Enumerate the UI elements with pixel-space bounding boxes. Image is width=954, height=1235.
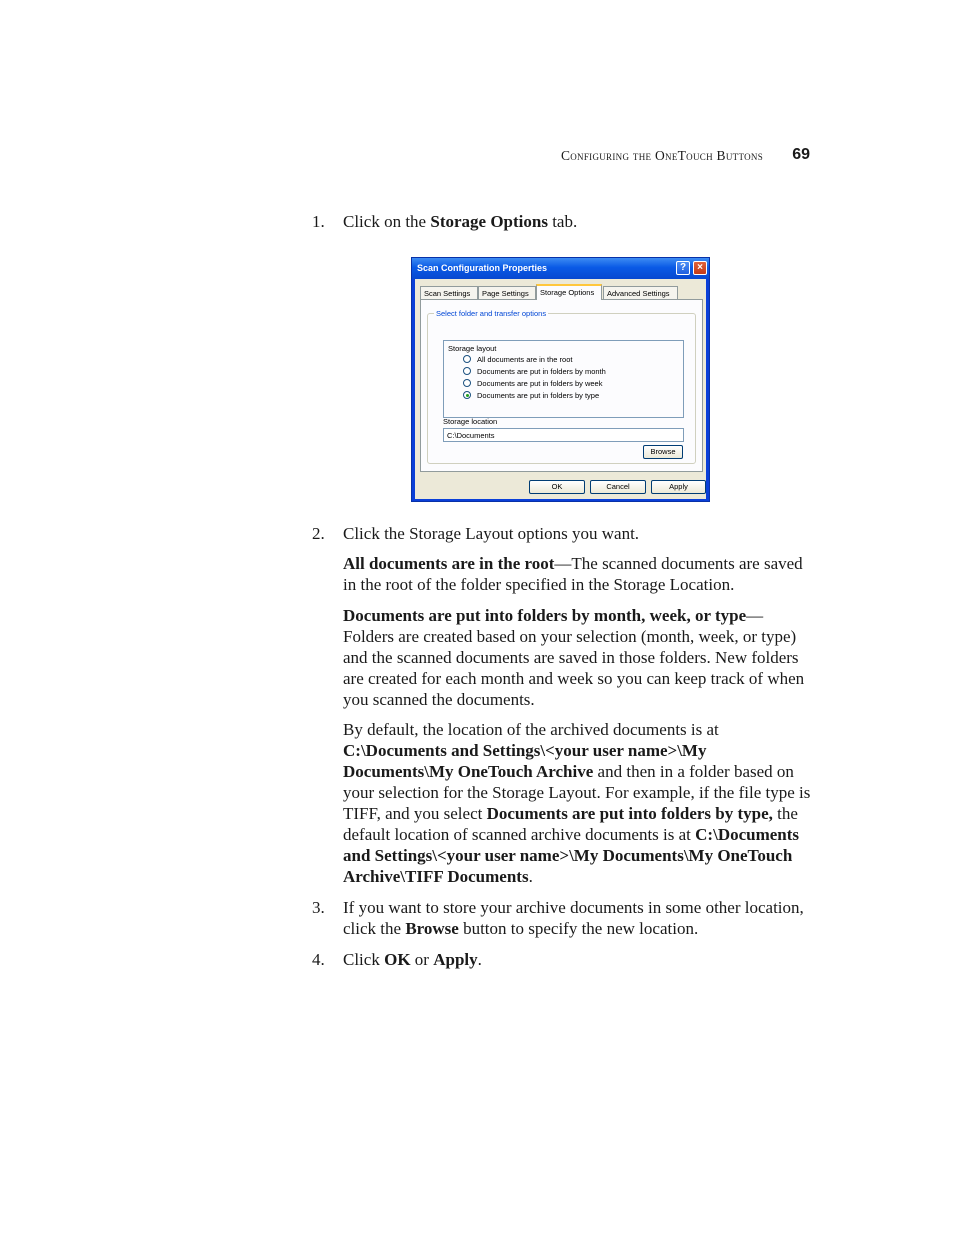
paragraph-text: the (772, 804, 798, 823)
step-line (343, 918, 813, 939)
storage-layout-box (443, 340, 684, 418)
radio-button-icon (463, 379, 471, 387)
step-line: If you want to store your archive documents in some other location, (343, 898, 804, 917)
paragraph-folders-option (343, 605, 811, 710)
radio-label: All documents are in the root (477, 355, 573, 364)
close-icon: × (697, 262, 703, 273)
paragraph-line (343, 866, 811, 887)
paragraph-line (343, 605, 811, 626)
group-label: Select folder and transfer options (436, 309, 547, 318)
step-text-post: tab. (547, 212, 578, 231)
step-text-post: button to specify the new location. (458, 919, 699, 938)
paragraph-line (343, 553, 811, 574)
paragraph-line (343, 761, 811, 782)
paragraph-line (343, 824, 811, 845)
step-text-pre: Click (343, 950, 385, 969)
tab-advanced-settings[interactable]: Advanced Settings (603, 286, 678, 299)
step-text-pre: Click on the (343, 212, 431, 231)
path-text: Archive\TIFF Documents (343, 867, 529, 886)
step-text (343, 211, 813, 232)
ok-button[interactable]: OK (529, 480, 585, 494)
step-1 (312, 211, 812, 232)
help-icon: ? (679, 262, 687, 273)
paragraph-line: your selection for the Storage Layout. For example, if the file type is (343, 783, 811, 802)
step-text: Click the Storage Layout options you want. (343, 524, 640, 543)
step-text-bold: Browse (405, 919, 459, 938)
option-name: All documents are in the root (343, 554, 555, 573)
step-text-bold: OK (384, 950, 411, 969)
radio-button-icon (463, 355, 471, 363)
step-text-bold: Storage Options (430, 212, 548, 231)
radio-label: Documents are put in folders by month (477, 367, 606, 376)
apply-button[interactable]: Apply (651, 480, 706, 494)
paragraph-default-location (343, 719, 811, 887)
step-text (343, 897, 813, 939)
help-button[interactable] (676, 261, 690, 275)
paragraph-text: . (528, 867, 533, 886)
paragraph-line: By default, the location of the archived documents is at (343, 720, 719, 739)
path-text: Documents\My OneTouch Archive (343, 762, 594, 781)
paragraph-line: you scanned the documents. (343, 690, 535, 709)
step-number: 1. (312, 212, 325, 231)
step-text-post: . (477, 950, 482, 969)
tab-scan-settings[interactable]: Scan Settings (420, 286, 478, 299)
radio-label: Documents are put in folders by type (477, 391, 600, 400)
step-text-mid: or (410, 950, 434, 969)
step-number: 2. (312, 524, 325, 543)
dialog-title: Scan Configuration Properties (417, 263, 548, 273)
step-text (343, 949, 813, 970)
dialog-title-bar[interactable] (412, 258, 709, 279)
paragraph-text: TIFF, and you select (343, 804, 487, 823)
dialog-body (415, 279, 706, 499)
paragraph-text: —The scanned documents are saved (554, 554, 803, 573)
running-head: Configuring the OneTouch Buttons (560, 148, 763, 163)
close-button[interactable] (693, 261, 707, 275)
step-3 (312, 897, 812, 939)
tab-storage-options[interactable]: Storage Options (536, 284, 602, 300)
step-4 (312, 949, 812, 970)
step-2 (312, 523, 812, 544)
step-text-pre: click the (343, 919, 406, 938)
page-number: 69 (792, 146, 810, 163)
paragraph-line: are created for each month and week so you can keep track of when (343, 669, 805, 688)
step-number: 3. (312, 898, 325, 917)
radio-button-checked-icon (463, 391, 471, 399)
paragraph-text: and then in a folder based on (593, 762, 794, 781)
radio-label: Documents are put in folders by week (477, 379, 603, 388)
paragraph-line: and the scanned documents are saved in those folders. New folders (343, 648, 799, 667)
option-name: Documents are put into folders by type, (486, 804, 773, 823)
transfer-options-group (427, 309, 696, 464)
browse-button[interactable]: Browse (643, 445, 683, 459)
path-text: C:\Documents and Settings\<your user name>\My (343, 741, 707, 760)
option-name: Documents are put into folders by month, week, or type (343, 606, 747, 625)
em-dash: — (746, 606, 764, 625)
tab-page-settings[interactable]: Page Settings (478, 286, 536, 299)
scan-configuration-dialog (411, 257, 710, 502)
radio-button-icon (463, 367, 471, 375)
step-text-bold: Apply (433, 950, 478, 969)
storage-location-field[interactable]: C:\Documents (443, 428, 684, 442)
paragraph-line (343, 845, 811, 866)
paragraph-text: default location of scanned archive documents is at (343, 825, 696, 844)
paragraph-line: Folders are created based on your selection (month, week, or type) (343, 627, 797, 646)
paragraph-line (343, 740, 811, 761)
cancel-button[interactable]: Cancel (590, 480, 646, 494)
storage-location-label: Storage location (443, 417, 498, 426)
step-number: 4. (312, 950, 325, 969)
paragraph-line (343, 803, 811, 824)
paragraph-line: in the root of the folder specified in the Storage Location. (343, 575, 735, 594)
path-text: and Settings\<your user name>\My Documents\My OneTouch (343, 846, 793, 865)
storage-options-panel (420, 299, 703, 472)
path-text: C:\Documents (695, 825, 800, 844)
paragraph-root-option (343, 553, 811, 595)
storage-layout-label: Storage layout (448, 344, 497, 353)
